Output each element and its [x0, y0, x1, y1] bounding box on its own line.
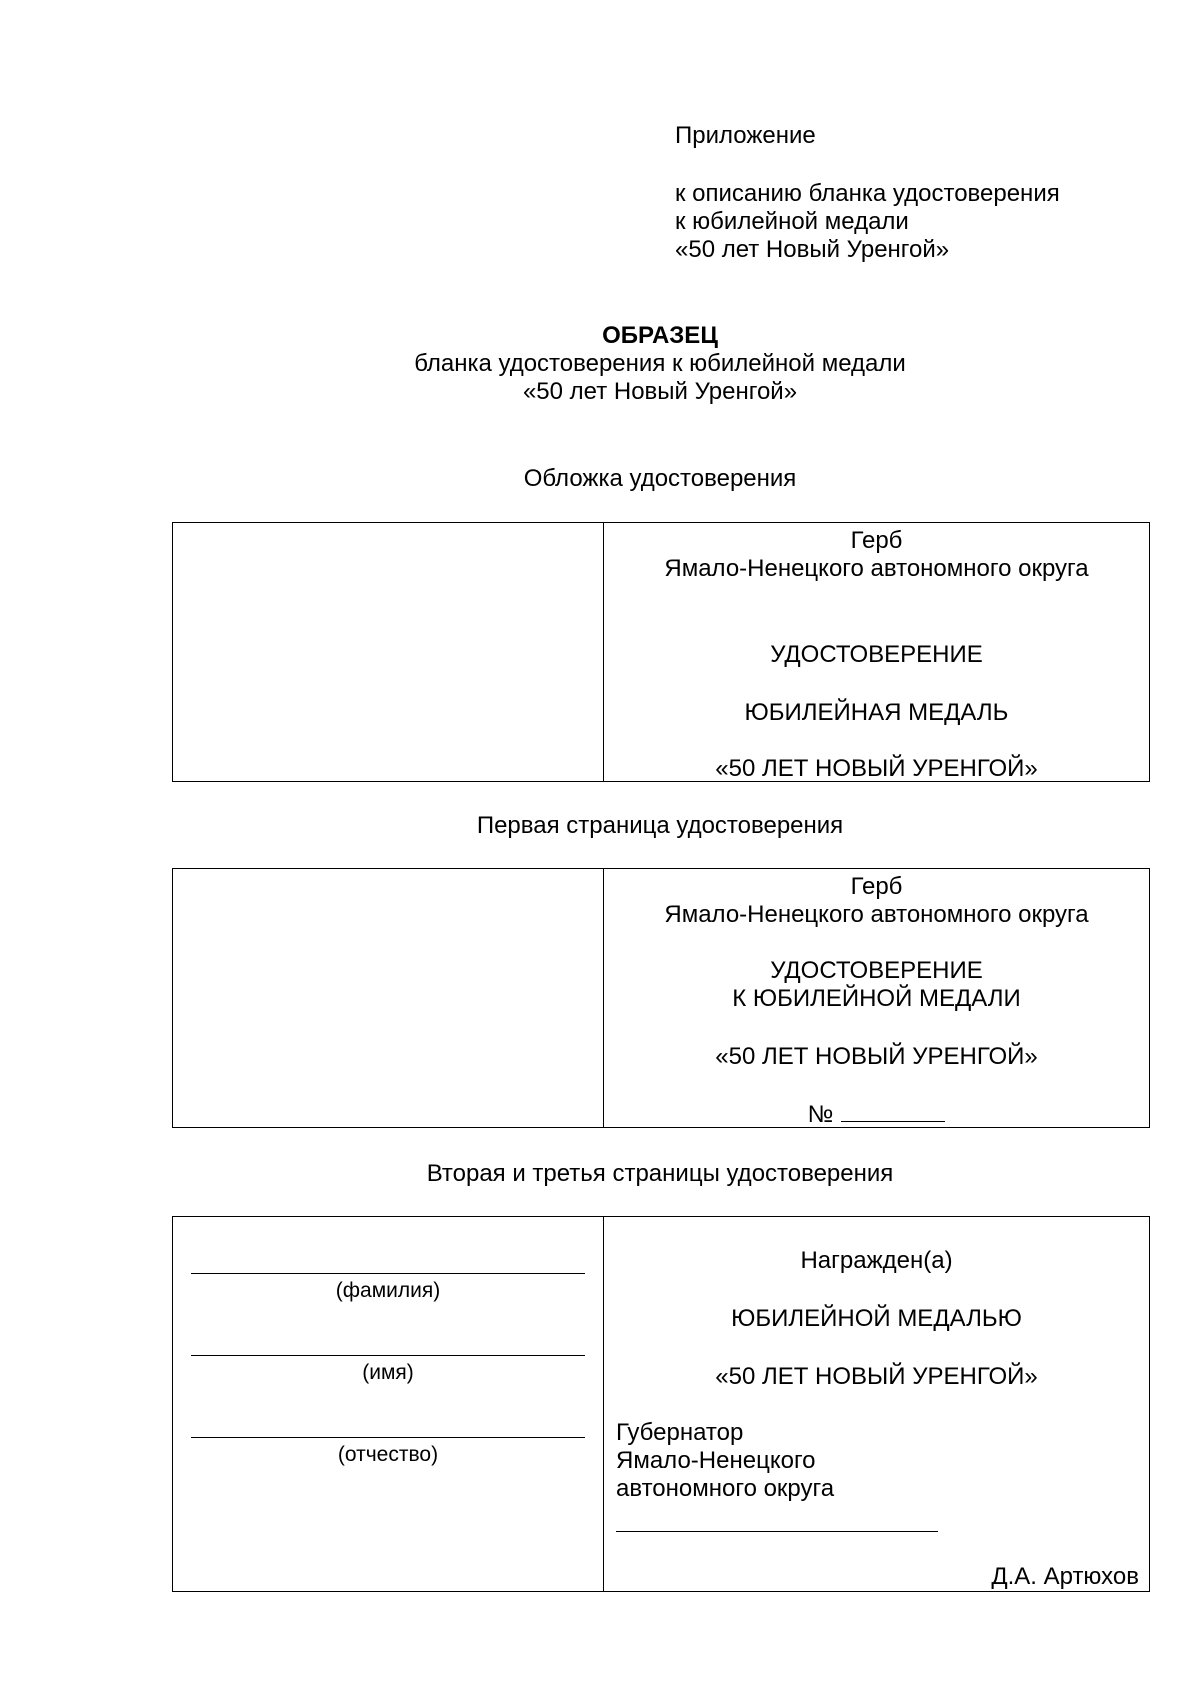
second-third-caption: Вторая и третья страницы удостоверения: [426, 1160, 894, 1187]
emblem-region: Ямало-Ненецкого автономного округа: [664, 901, 1089, 928]
second-third-table: [172, 1216, 1150, 1592]
sample-title-block: [0, 322, 1200, 406]
medal-name: «50 ЛЕТ НОВЫЙ УРЕНГОЙ»: [715, 1043, 1038, 1070]
annex-block: [675, 122, 1155, 150]
first-page-right-cell: [604, 869, 1149, 1127]
governor-title: [616, 1419, 834, 1503]
governor-line: Губернатор: [616, 1419, 744, 1446]
signature-blank: [616, 1531, 938, 1532]
medal-line: ЮБИЛЕЙНАЯ МЕДАЛЬ: [744, 699, 1009, 726]
emblem-region: Ямало-Ненецкого автономного округа: [664, 555, 1089, 582]
award-cell: [604, 1217, 1149, 1591]
name-blank: [191, 1355, 585, 1356]
medal-name: «50 ЛЕТ НОВЫЙ УРЕНГОЙ»: [715, 755, 1038, 782]
sample-subtitle-line1: бланка удостоверения к юбилейной медали: [414, 350, 906, 377]
cover-caption: Обложка удостоверения: [523, 465, 797, 492]
sample-subtitle-line2: «50 лет Новый Уренгой»: [522, 378, 798, 405]
sample-heading: ОБРАЗЕЦ: [602, 322, 718, 349]
doc-title-line2: К ЮБИЛЕЙНОЙ МЕДАЛИ: [732, 985, 1021, 1012]
surname-blank: [191, 1273, 585, 1274]
cover-left-cell: [173, 523, 603, 781]
emblem-label: Герб: [850, 873, 903, 900]
patronymic-caption: (отчество): [337, 1443, 439, 1466]
annex-line: «50 лет Новый Уренгой»: [675, 236, 950, 263]
signatory-name: Д.А. Артюхов: [991, 1563, 1139, 1590]
number-label: №: [807, 1101, 834, 1128]
surname-caption: (фамилия): [335, 1279, 441, 1302]
medal-name: «50 ЛЕТ НОВЫЙ УРЕНГОЙ»: [715, 1363, 1038, 1390]
annex-line: к юбилейной медали: [675, 208, 909, 235]
cover-right-cell: [604, 523, 1149, 781]
governor-line: автономного округа: [616, 1475, 835, 1502]
recipient-cell: [173, 1217, 603, 1591]
first-page-table: [172, 868, 1150, 1128]
patronymic-blank: [191, 1437, 585, 1438]
emblem-label: Герб: [850, 527, 903, 554]
governor-line: Ямало-Ненецкого: [616, 1447, 816, 1474]
annex-description: [675, 180, 1155, 264]
cover-table: [172, 522, 1150, 782]
annex-title: Приложение: [675, 122, 816, 149]
first-page-left-cell: [173, 869, 603, 1127]
awarded-label: Награжден(а): [800, 1247, 953, 1274]
doc-title: УДОСТОВЕРЕНИЕ: [770, 641, 983, 668]
number-field: [604, 1099, 1149, 1129]
first-page-caption: Первая страница удостоверения: [476, 812, 844, 839]
annex-line: к описанию бланка удостоверения: [675, 180, 1060, 207]
name-caption: (имя): [362, 1361, 414, 1384]
doc-title: УДОСТОВЕРЕНИЕ: [770, 957, 983, 984]
number-blank: [841, 1099, 945, 1122]
medal-line: ЮБИЛЕЙНОЙ МЕДАЛЬЮ: [731, 1305, 1022, 1332]
